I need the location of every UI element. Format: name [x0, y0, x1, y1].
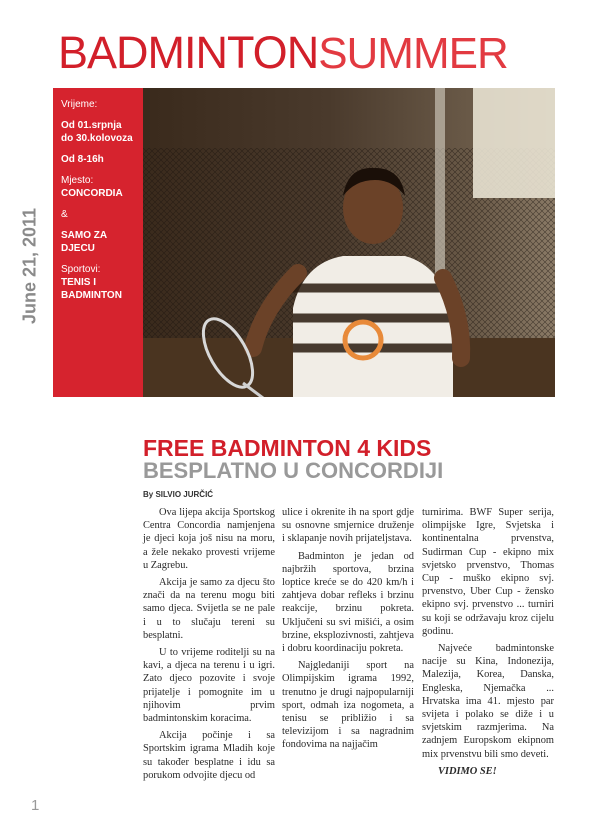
info-sidebar [53, 88, 143, 397]
article-column-3 [422, 506, 554, 778]
place-label: Mjesto: [61, 175, 94, 186]
paragraph: ulice i okrenite ih na sport gdje su osnovne smjernice druženje i sklapanje novih prijateljstava. [282, 507, 414, 545]
issue-date-text: June 21, 2011 [19, 207, 40, 325]
sports-label: Sportovi: [61, 264, 101, 275]
article-column-1 [143, 506, 275, 782]
ampersand: & [61, 209, 68, 220]
article-column-2 [282, 506, 414, 752]
date-range: Od 01.srpnja do 30.kolovoza [61, 120, 133, 144]
paragraph: Akcija počinje i sa Sportskim igrama Mladih koje su također besplatne i idu sa porukom odvojite djecu od [143, 730, 275, 781]
paragraph: Najveće badmintonske nacije su Kina, Indonezija, Malezija, Korea, Danska, Engleska, Njemačka ... Hrvatska ima 41. mjesto par svijeta i polako se diže i u svjetskim razmjerima. Na zadnjem Europskom ekipnom mix prvenstvu bili smo deveti. [422, 643, 554, 760]
article-subheadline: BESPLATNO U CONCORDIJI [143, 458, 444, 483]
paragraph: turnirima. BWF Super serija, olimpijske Igre, Svjetska i kontinentalna prvenstva, Sudirman Cup - ekipno mix svjetsko prvenstvo, Thomas Cup - muško ekipno svj. prvenstvo, Uber Cup - žensko ekipno svj. prvenstvo ... turniri su koji se održavaju kroz cijelu godinu. [422, 507, 554, 637]
hours: Od 8-16h [61, 154, 104, 165]
closing-line: VIDIMO SE! [438, 765, 497, 777]
sports-value: TENIS I BADMINTON [61, 277, 122, 301]
article-byline: By SILVIO JURČIĆ [143, 490, 214, 499]
audience: SAMO ZA DJECU [61, 230, 107, 254]
paragraph: U to vrijeme roditelji su na kavi, a djeca na terenu i u igri. Zato djeco pozovite i svoje prijatelje i pomognite im u njihovim prvim badmintonskim koracima. [143, 647, 275, 725]
masthead-word-badminton: BADMINTON [58, 27, 319, 78]
page-number: 1 [31, 797, 40, 814]
paragraph: Badminton je jedan od najbržih sportova, brzina loptice kreće se do 420 km/h i zahtjeva dobar refleks i brzinu reakcije, brzinu pokreta. Uključeni su svi mišići, a osim brzine, eksplozivnosti, zahtjeva i dobru koordinaciju pokreta. [282, 550, 414, 655]
time-label: Vrijeme: [61, 99, 98, 110]
masthead [58, 28, 508, 79]
issue-date [19, 206, 40, 326]
paragraph: Najgledaniji sport na Olimpijskim igrama 1992, trenutno je drugi najpopularniji sport, odmah iza nogometa, a tenisu se približio i sa televizijom i sa nagradnim fondovima na najjačim [282, 660, 414, 751]
paragraph: Ova lijepa akcija Sportskog Centra Concordia namjenjena je djeci koja još nisu na moru, a žele nekako provesti vrijeme u Zagrebu. [143, 507, 275, 571]
place-value: CONCORDIA [61, 188, 123, 199]
hero-photo [143, 88, 555, 397]
hero-photo-illustration [143, 88, 555, 397]
article-headline: FREE BADMINTON 4 KIDS [143, 435, 432, 461]
masthead-word-summer: SUMMER [318, 29, 508, 78]
paragraph: Akcija je samo za djecu što znači da na terenu mogu biti samo djeca. Svijetla se ne pale i u to slučaju tereni su besplatni. [143, 577, 275, 641]
